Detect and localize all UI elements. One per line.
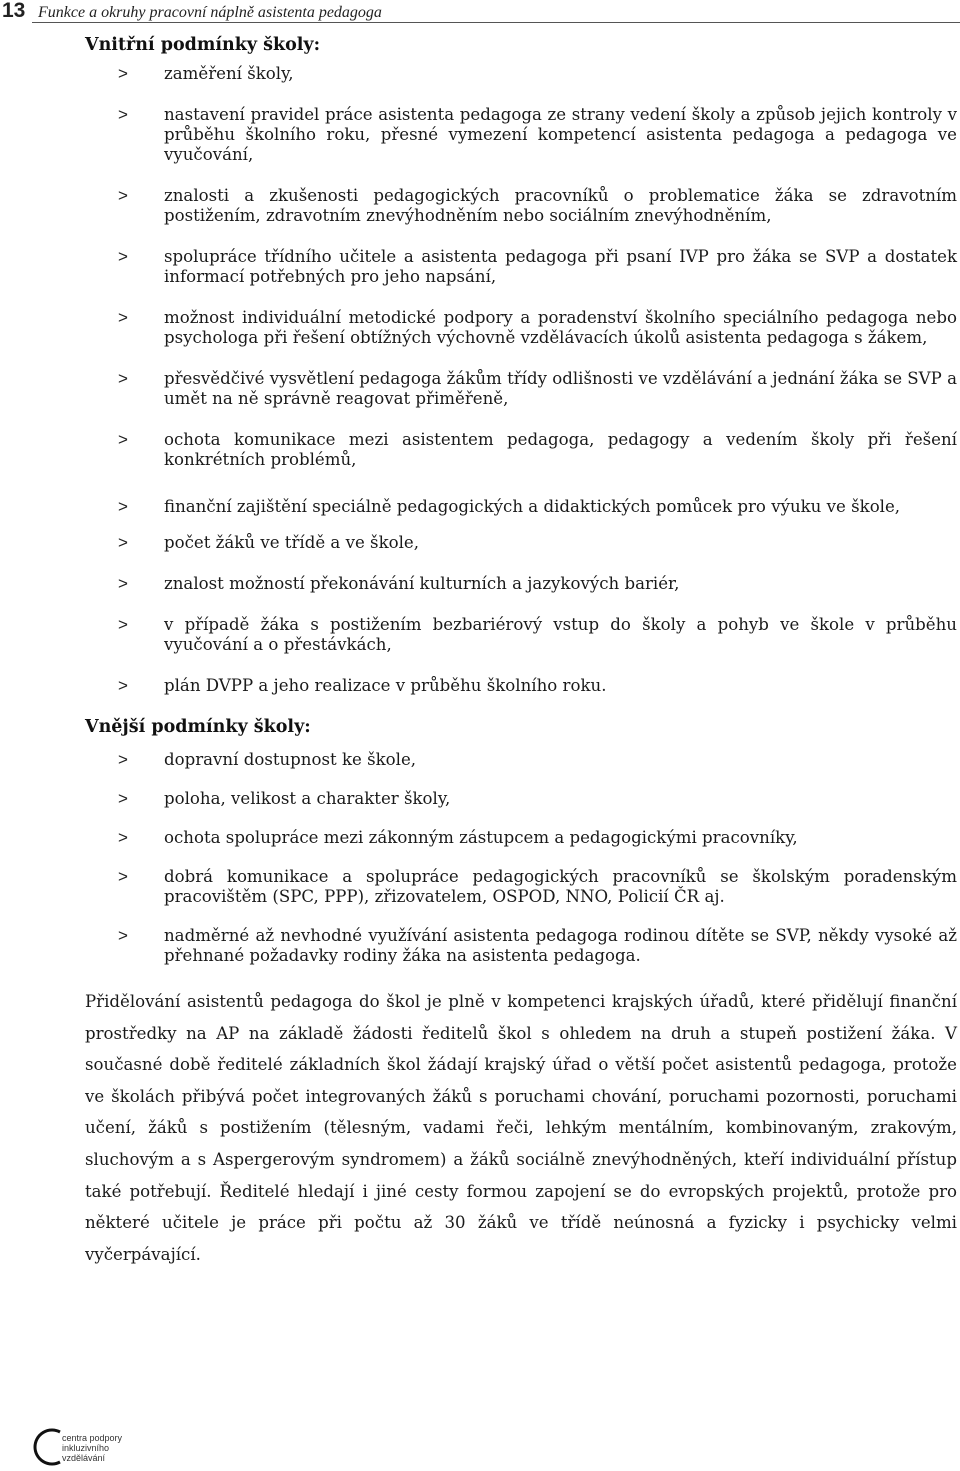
list-item: > počet žáků ve třídě a ve škole, [118,533,420,552]
list-item: > možnost individuální metodické podpory a poradenství školního speciálního pedagoga nebo psychologa při řešení obtížných výchovně vzdělávacích úkolů asistenta pedagoga s žákem, [118,308,957,347]
list-item: > znalost možností překonávání kulturních a jazykových bariér, [118,574,680,593]
list-item: > nadměrné až nevhodné využívání asistenta pedagoga rodinou dítěte se SVP, někdy vysoké až přehnané požadavky rodiny žáka na asistenta pedagoga. [118,926,957,965]
logo-c-icon [30,1424,64,1468]
list-item: > znalosti a zkušenosti pedagogických pracovníků o problematice žáka se zdravotním postižením, zdravotním znevýhodněním nebo sociálním znevýhodněním, [118,186,957,225]
bullet-marker: > [118,430,128,449]
bullet-marker: > [118,369,128,388]
bullet-marker: > [118,533,128,552]
bullet-marker: > [118,64,128,83]
bullet-marker: > [118,676,128,695]
body-paragraph: Přidělování asistentů pedagoga do škol je plně v kompetenci krajských úřadů, které přidělují finanční prostředky na AP na základě žádosti ředitelů škol s ohledem na druh a stupeň postižení žáka. V současné době ředitelé základních škol žádají krajský úřad o větší počet asistentů pedagoga, protože ve školách přibývá počet integrovaných žáků s poruchami chování, poruchami pozornosti, poruchami učení, žáků s postižením (tělesným, vadami řeči, lehkým mentálním, kombinovaným, zrakovým, sluchovým a s Aspergerovým syndromem) a žáků sociálně znevýhodněných, kteří individuální přístup také potřebují. Ředitelé hledají i jiné cesty formou zapojení se do evropských projektů, protože pro některé učitele je práce při počtu až 30 žáků ve třídě neúnosná a fyzicky i psychicky velmi vyčerpávající. [85,992,957,1264]
list-item: > dopravní dostupnost ke škole, [118,750,417,769]
list-item: > ochota komunikace mezi asistentem pedagoga, pedagogy a vedením školy při řešení konkrétních problémů, [118,430,957,469]
external-conditions-heading: Vnější podmínky školy: [85,717,311,737]
header-rule [32,22,960,23]
footer-logo [30,1424,150,1468]
list-item: > nastavení pravidel práce asistenta pedagoga ze strany vedení školy a způsob jejich kontroly v průběhu školního roku, přesné vymezení kompetencí asistenta pedagoga a pedagoga ve vyučování, [118,105,957,164]
bullet-marker: > [118,308,128,327]
bullet-marker: > [118,574,128,593]
page-header [0,0,960,26]
bullet-marker: > [118,186,128,205]
list-item: > finanční zajištění speciálně pedagogických a didaktických pomůcek pro výuku ve škole, [85,491,957,523]
bullet-marker: > [118,789,128,808]
list-item: > ochota spolupráce mezi zákonným zástupcem a pedagogickými pracovníky, [118,828,798,847]
running-title: Funkce a okruhy pracovní náplně asistenta pedagoga [38,4,382,21]
internal-conditions-list [85,64,957,696]
bullet-marker: > [118,750,128,769]
bullet-marker: > [118,247,128,266]
page-number: 13 [2,0,26,22]
bullet-marker: > [118,926,128,945]
bullet-marker: > [118,828,128,847]
logo-text: centra podpory inkluzivního vzdělávání [62,1433,123,1463]
list-item: > v případě žáka s postižením bezbariérový vstup do školy a pohyb ve škole v průběhu vyučování a o přestávkách, [118,615,957,654]
internal-conditions-heading: Vnitřní podmínky školy: [85,35,321,55]
bullet-marker: > [118,615,128,634]
list-item: > poloha, velikost a charakter školy, [118,789,451,808]
list-item: > zaměření školy, [118,64,294,83]
list-item: > plán DVPP a jeho realizace v průběhu školního roku. [118,676,607,695]
bullet-marker: > [118,497,128,516]
page-content [85,32,957,1270]
bullet-marker: > [118,867,128,886]
list-item: > dobrá komunikace a spolupráce pedagogických pracovníků se školským poradenským pracovištěm (SPC, PPP), zřizovatelem, OSPOD, NNO, Policií ČR aj. [118,867,957,906]
list-item: > spolupráce třídního učitele a asistenta pedagoga při psaní IVP pro žáka se SVP a dostatek informací potřebných pro jeho napsání, [118,247,957,286]
list-item: > přesvědčivé vysvětlení pedagoga žákům třídy odlišnosti ve vzdělávání a jednání žáka se SVP a umět na ně správně reagovat přiměřeně, [118,369,957,408]
bullet-marker: > [118,105,128,124]
external-conditions-list [85,750,957,966]
